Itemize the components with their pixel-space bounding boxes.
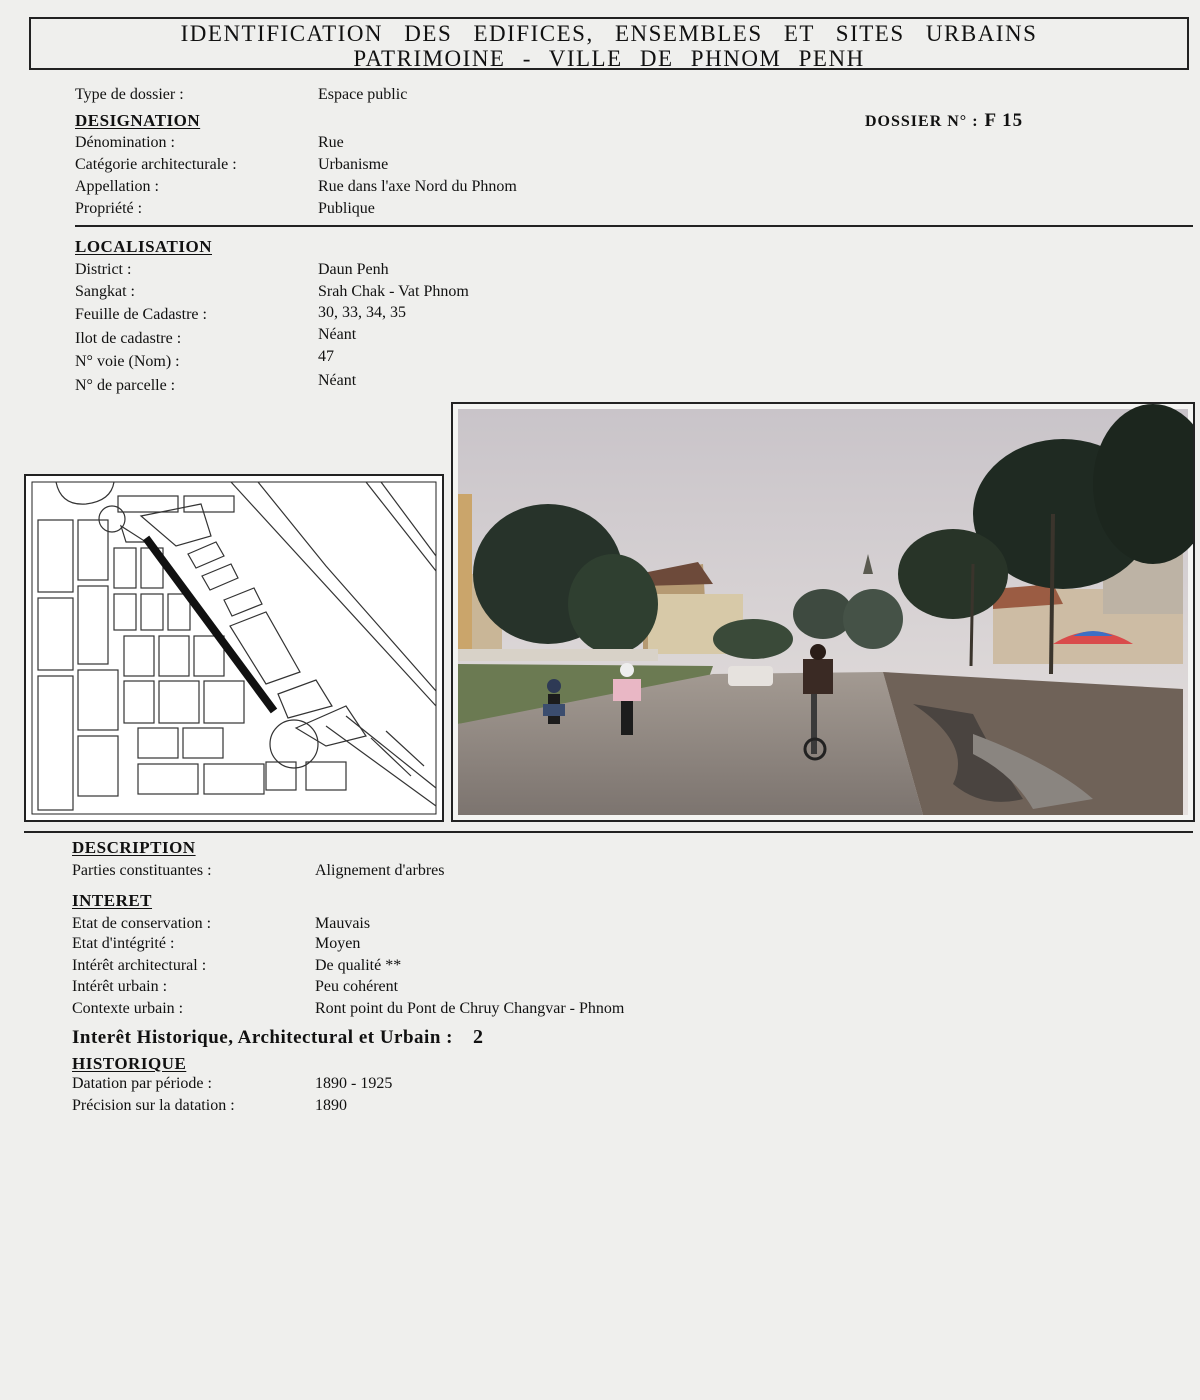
field-label: Ilot de cadastre : bbox=[75, 330, 182, 347]
field-value: Daun Penh bbox=[318, 261, 389, 278]
field-value: Peu cohérent bbox=[315, 978, 399, 995]
description-heading: DESCRIPTION bbox=[72, 838, 196, 857]
field-value: 1890 - 1925 bbox=[315, 1075, 393, 1092]
dossier-value: F 15 bbox=[984, 110, 1024, 131]
street-photograph bbox=[451, 402, 1195, 822]
divider bbox=[75, 225, 1193, 227]
field-value: Rue bbox=[318, 134, 344, 151]
type-dossier-value: Espace public bbox=[318, 86, 408, 103]
document-title-line2: PATRIMOINE - VILLE DE PHNOM PENH bbox=[353, 46, 865, 71]
field-value: Mauvais bbox=[315, 915, 371, 932]
field-label: Dénomination : bbox=[75, 134, 175, 151]
field-value: Publique bbox=[318, 200, 375, 217]
field-label: Précision sur la datation : bbox=[72, 1097, 235, 1114]
overall-interest bbox=[72, 1026, 483, 1049]
dossier-number bbox=[865, 110, 1023, 132]
field-value: Urbanisme bbox=[318, 156, 389, 173]
field-value: 1890 bbox=[315, 1097, 347, 1114]
field-value: 47 bbox=[318, 348, 334, 365]
document-title-line1: IDENTIFICATION DES EDIFICES, ENSEMBLES ET SITES URBAINS bbox=[180, 21, 1038, 46]
field-value: Néant bbox=[318, 372, 357, 389]
type-dossier-label: Type de dossier : bbox=[75, 86, 184, 103]
divider bbox=[24, 831, 1193, 833]
overall-interest-score: 2 bbox=[472, 1026, 484, 1048]
field-label: Datation par période : bbox=[72, 1075, 212, 1092]
field-value: 30, 33, 34, 35 bbox=[318, 304, 406, 321]
designation-heading: DESIGNATION bbox=[75, 111, 201, 130]
field-label: Intérêt urbain : bbox=[72, 978, 168, 995]
field-label: Catégorie architecturale : bbox=[75, 156, 237, 173]
location-map bbox=[24, 474, 444, 822]
historique-heading: HISTORIQUE bbox=[72, 1054, 187, 1073]
field-label: Sangkat : bbox=[75, 283, 135, 300]
field-value: De qualité ** bbox=[315, 957, 402, 974]
field-label: Contexte urbain : bbox=[72, 1000, 184, 1017]
field-value: Néant bbox=[318, 326, 357, 343]
field-value: Alignement d'arbres bbox=[315, 862, 445, 879]
document-title-box bbox=[29, 17, 1189, 70]
field-value: Moyen bbox=[315, 935, 361, 952]
field-label: N° voie (Nom) : bbox=[75, 353, 180, 370]
field-value: Rue dans l'axe Nord du Phnom bbox=[318, 178, 517, 195]
field-label: Parties constituantes : bbox=[72, 862, 212, 879]
map-drawing bbox=[26, 476, 442, 820]
field-label: Etat d'intégrité : bbox=[72, 935, 175, 952]
field-label: Etat de conservation : bbox=[72, 915, 212, 932]
field-label: District : bbox=[75, 261, 132, 278]
field-value: Srah Chak - Vat Phnom bbox=[318, 283, 469, 300]
field-label: Intérêt architectural : bbox=[72, 957, 207, 974]
field-value: Ront point du Pont de Chruy Changvar - Phnom bbox=[315, 1000, 625, 1017]
field-label: Feuille de Cadastre : bbox=[75, 306, 207, 323]
field-label: N° de parcelle : bbox=[75, 377, 176, 394]
photo-scene bbox=[453, 404, 1193, 820]
field-label: Propriété : bbox=[75, 200, 143, 217]
dossier-label: DOSSIER N° : bbox=[865, 113, 979, 130]
field-label: Appellation : bbox=[75, 178, 159, 195]
overall-interest-label: Interêt Historique, Architectural et Urbain : bbox=[72, 1027, 453, 1048]
localisation-heading: LOCALISATION bbox=[75, 237, 212, 256]
interet-heading: INTERET bbox=[72, 891, 153, 910]
